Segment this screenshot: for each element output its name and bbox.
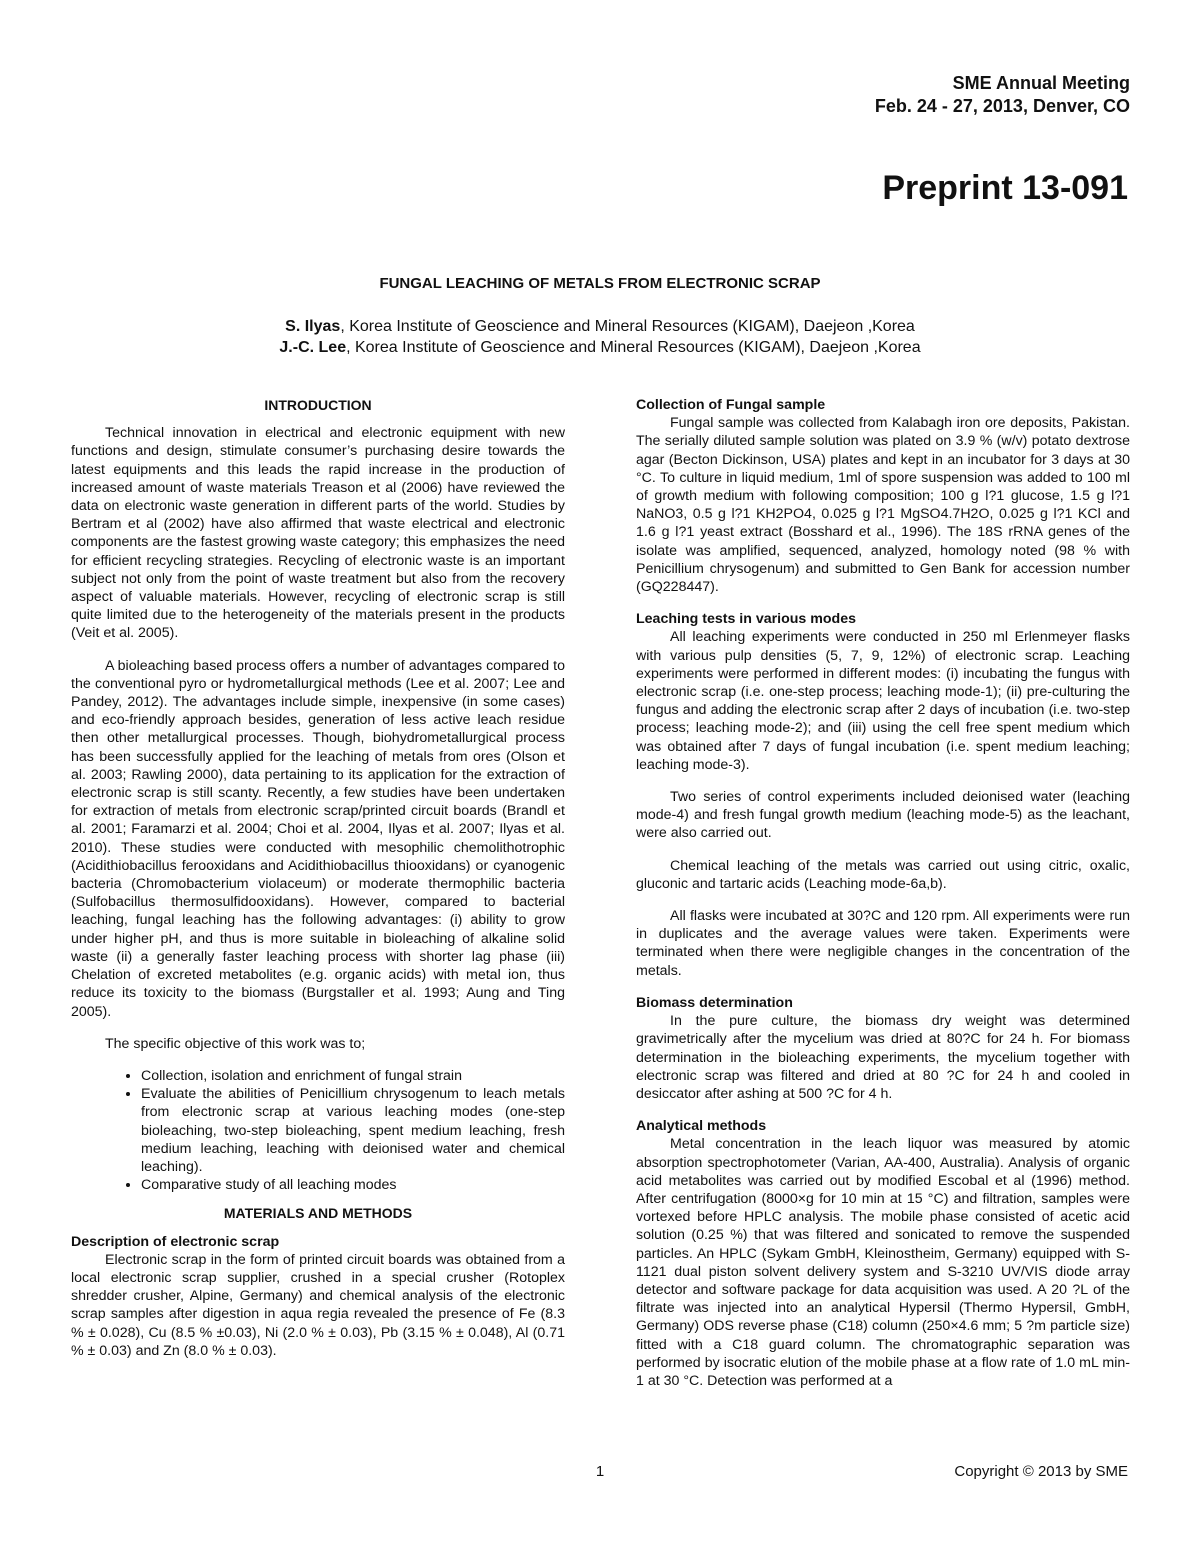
subsection-heading-biomass: Biomass determination <box>636 994 793 1011</box>
section-heading-methods: MATERIALS AND METHODS <box>223 1205 413 1222</box>
biomass-paragraph: In the pure culture, the biomass dry weight was determined gravimetrically after the mycelium was dried at 80?C for 24 h. For biomass determination in the bioleaching experiments, the mycelium together with electronic scrap was filtered and dried at 80 ?C for 24 h and cooled in desiccator after ashing at 500 ?C for 4 h. <box>636 1013 1130 1102</box>
left-column <box>71 396 565 1374</box>
subsection-heading-scrap: Description of electronic scrap <box>71 1233 280 1250</box>
leaching-paragraph-3: Chemical leaching of the metals was carried out using citric, oxalic, gluconic and tartaric acids (Leaching mode-6a,b). <box>636 857 1130 892</box>
copyright-notice: Copyright © 2013 by SME <box>954 1463 1128 1480</box>
author-affiliation: , Korea Institute of Geoscience and Mineral Resources (KIGAM), Daejeon ,Korea <box>346 339 921 356</box>
list-item: • Evaluate the abilities of Penicillium chrysogenum to leach metals from electronic scrap at various leaching modes (one-step bioleaching, two-step bioleaching, spent medium leaching, fresh medium leaching, leaching with deionised water and chemical leaching). <box>141 1085 565 1176</box>
leaching-paragraph-1: All leaching experiments were conducted in 250 ml Erlenmeyer flasks with various pulp densities (5, 7, 9, 12%) of electronic scrap. Leaching experiments were performed in different modes: (i) incubating the fungus with electronic scrap (i.e. one-step process; leaching mode-1); (ii) pre-culturing the fungus and adding the electronic scrap after 2 days of incubation (i.e. two-step process; leaching mode-2); and (iii) using the cell free spent medium which was obtained after 7 days of fungal incubation (i.e. spent medium leaching; leaching mode-3). <box>636 629 1130 773</box>
meeting-info <box>875 72 1130 118</box>
meeting-date: Feb. 24 - 27, 2013, Denver, CO <box>874 96 1130 116</box>
scrap-paragraph: Electronic scrap in the form of printed circuit boards was obtained from a local electronic scrap supplier, crushed in a special crusher (Rotoplex shredder crusher, Alpine, Germany) and chemical analysis of the electronic scrap samples after digestion in aqua regia revealed the presence of Fe (8.3 % ± 0.028), Cu (8.5 % ±0.03), Ni (2.0 % ± 0.03), Pb (3.15 % ± 0.048), Al (0.71 % ± 0.03) and Zn (8.0 % ± 0.03). <box>71 1251 565 1359</box>
section-heading-introduction: INTRODUCTION <box>264 397 372 413</box>
leaching-paragraph-2: Two series of control experiments included deionised water (leaching mode-4) and fresh fungal growth medium (leaching mode-5) as the leachant, were also carried out. <box>636 789 1130 842</box>
author-line <box>0 316 1200 337</box>
intro-paragraph-2: A bioleaching based process offers a number of advantages compared to the conventional pyro or hydrometallurgical methods (Lee et al. 2007; Lee and Pandey, 2012). The advantages include simple, inexpensive (in some cases) and eco-friendly approach besides, generation of less active leach residue then other metallurgical processes. Though, biohydrometallurgical process has been successfully applied for the leaching of metals from ores (Olson et al. 2003; Rawling 2000), data pertaining to its application for the extraction of electronic scrap is still scanty. Recently, a few studies have been undertaken for extraction of metals from electronic scrap/printed circuit boards (Brandl et al. 2001; Faramarzi et al. 2004; Choi et al. 2004, Ilyas et al. 2007; Ilyas et al. 2010). These studies were conducted with mesophilic chemolithotrophic (Acidithiobacillus ferooxidans and Acidithiobacillus thiooxidans) or cyanogenic bacteria (Chromobacterium violaceum) or moderate thermophilic bacteria (Sulfobacillus thermosulfidooxidans). However, compared to bacterial leaching, fungal leaching has the following advantages: (i) ability to grow under higher pH, and thus is more suitable in bioleaching of alkaline solid waste (ii) a generally faster leaching process with shorter lag phase (iii) Chelation of excreted metabolites (e.g. organic acids) with metal ion, thus reduce its toxicity to the biomass (Burgstaller et al. 1993; Aung and Ting 2005). <box>71 657 565 1020</box>
right-column <box>636 396 1130 1404</box>
paper-title: FUNGAL LEACHING OF METALS FROM ELECTRONIC SCRAP <box>379 275 821 292</box>
list-item: • Collection, isolation and enrichment of fungal strain <box>141 1067 565 1085</box>
author-affiliation: , Korea Institute of Geoscience and Mineral Resources (KIGAM), Daejeon ,Korea <box>340 318 915 335</box>
author-name: J.-C. Lee <box>279 339 347 356</box>
subsection-heading-fungal: Collection of Fungal sample <box>636 397 826 413</box>
analytical-paragraph: Metal concentration in the leach liquor was measured by atomic absorption spectrophotometer (Varian, AA-400, Australia). Analysis of organic acid metabolites was carried out by modified Escobal et al (1996) method. After centrifugation (8000×g for 10 min at 15 °C) and filtration, samples were vortexed before HPLC analysis. The mobile phase consisted of acetic acid solution (0.25 %) that was filtered and sonicated to remove the suspended particles. An HPLC (Sykam GmbH, Kleinostheim, Germany) equipped with S-1121 dual piston solvent delivery system and S-3210 UV/VIS diode array detector and software package for data acquisition was used. A 20 ?L of the filtrate was injected into an analytical Hypersil (Thermo Hypersil, GmbH, Germany) ODS reverse phase (C18) column (250×4.6 mm; 5 ?m particle size) fitted with a C18 guard column. The chromatographic separation was performed by isocratic elution of the mobile phase at a flow rate of 1.0 mL min-1 at 30 °C. Detection was performed at a <box>636 1136 1130 1389</box>
subsection-heading-leaching: Leaching tests in various modes <box>636 611 856 628</box>
page-number: 1 <box>595 1463 605 1480</box>
subsection-heading-analytical: Analytical methods <box>636 1118 767 1135</box>
list-item: • Comparative study of all leaching modes <box>141 1176 565 1194</box>
intro-paragraph-1: Technical innovation in electrical and electronic equipment with new functions and design, stimulate consumer’s purchasing desire towards the latest equipments and this leads the rapid increase in the production of increased amount of waste materials Treason et al (2006) have reviewed the data on electronic waste generation in different parts of the world. Studies by Bertram et al (2002) have also affirmed that waste electrical and electronic components are the fastest growing waste category; this emphasizes the need for efficient recycling strategies. Recycling of electronic waste is an important subject not only from the point of waste treatment but also from the recovery aspect of valuable materials. However, recycling of electronic scrap is still quite limited due to the heterogeneity of the materials present in the products (Veit et al. 2005). <box>71 425 565 642</box>
preprint-number: Preprint 13-091 <box>882 169 1128 207</box>
fungal-paragraph: Fungal sample was collected from Kalabagh iron ore deposits, Pakistan. The serially diluted sample solution was plated on 3.9 % (w/v) potato dextrose agar (Becton Dickinson, USA) plates and kept in an incubator for 3 days at 30 °C. To culture in liquid medium, 1ml of spore suspension was added to 100 ml of growth medium with following composition; 100 g l?1 glucose, 1.5 g l?1 NaNO3, 0.5 g l?1 KH2PO4, 0.025 g l?1 MgSO4.7H2O, 0.025 g l?1 KCl and 1.6 g l?1 yeast extract (Bosshard et al., 1996). The 18S rRNA genes of the isolate was amplified, sequenced, analyzed, homology noted (98 % with Penicillium chrysogenum) and submitted to Gen Bank for accession number (GQ228447). <box>636 415 1130 596</box>
objective-list <box>71 1067 565 1194</box>
meeting-name: SME Annual Meeting <box>952 73 1130 93</box>
objective-sentence: The specific objective of this work was to; <box>105 1035 366 1052</box>
author-list <box>0 316 1200 358</box>
author-line <box>0 337 1200 358</box>
leaching-paragraph-4: All flasks were incubated at 30?C and 120 rpm. All experiments were run in duplicates and the average values were taken. Experiments were terminated when there were negligible changes in the concentration of the metals. <box>636 908 1130 979</box>
author-name: S. Ilyas <box>285 318 341 335</box>
